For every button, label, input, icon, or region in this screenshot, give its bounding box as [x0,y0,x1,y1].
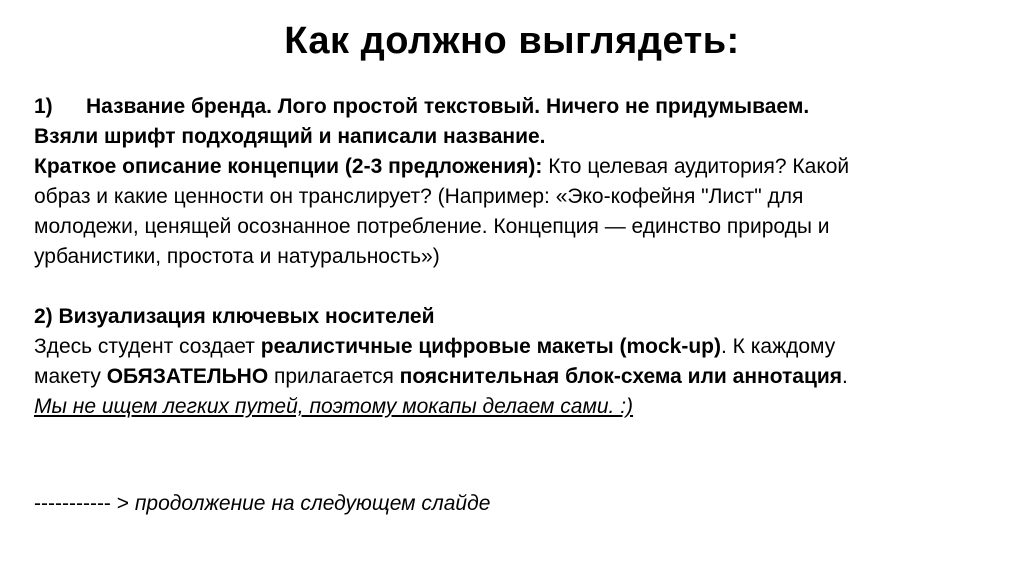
item2-text-h: . [842,365,848,388]
footer-text: продолжение на следующем слайде [134,492,491,515]
concept-text-4: урбанистики, простота и натуральность») [34,245,440,268]
footer-dashes: ----------- > [34,492,135,515]
item1-line2: Взяли шрифт подходящий и написали название. [34,125,546,148]
item1-number: 1) [34,95,53,118]
item2-text-g: пояснительная блок-схема или аннотация [399,365,843,388]
item2-text-d: макету [34,365,107,388]
spacer [34,272,994,302]
footer-note [34,492,490,516]
slide-title: Как должно выглядеть: [284,20,740,62]
item2-note: Мы не ищем легких путей, поэтому мокапы делаем сами. :) [34,395,634,418]
concept-line-1 [34,152,994,182]
concept-label: Краткое описание концепции (2-3 предложения): [34,155,543,178]
concept-text-3: молодежи, ценящей осознанное потребление. Концепция — единство природы и [34,215,830,238]
item2-text-a: Здесь студент создает [34,335,261,358]
item2-text-e: ОБЯЗАТЕЛЬНО [106,365,269,388]
item2-text-c: . К каждому [721,335,836,358]
item1-heading [34,92,994,122]
slide-content [34,92,994,422]
item2-line-1 [34,332,994,362]
item2-line-2 [34,362,994,392]
concept-text-1: Кто целевая аудитория? Какой [542,155,850,178]
item2-text-f: прилагается [268,365,400,388]
item2-text-b: реалистичные цифровые макеты (mock-up) [260,335,721,358]
item1-heading-text: Название бренда. Лого простой текстовый. Ничего не придумываем. [86,95,810,118]
item2-heading: 2) Визуализация ключевых носителей [34,305,435,328]
concept-text-2: образ и какие ценности он транслирует? (Например: «Эко-кофейня "Лист" для [34,185,804,208]
